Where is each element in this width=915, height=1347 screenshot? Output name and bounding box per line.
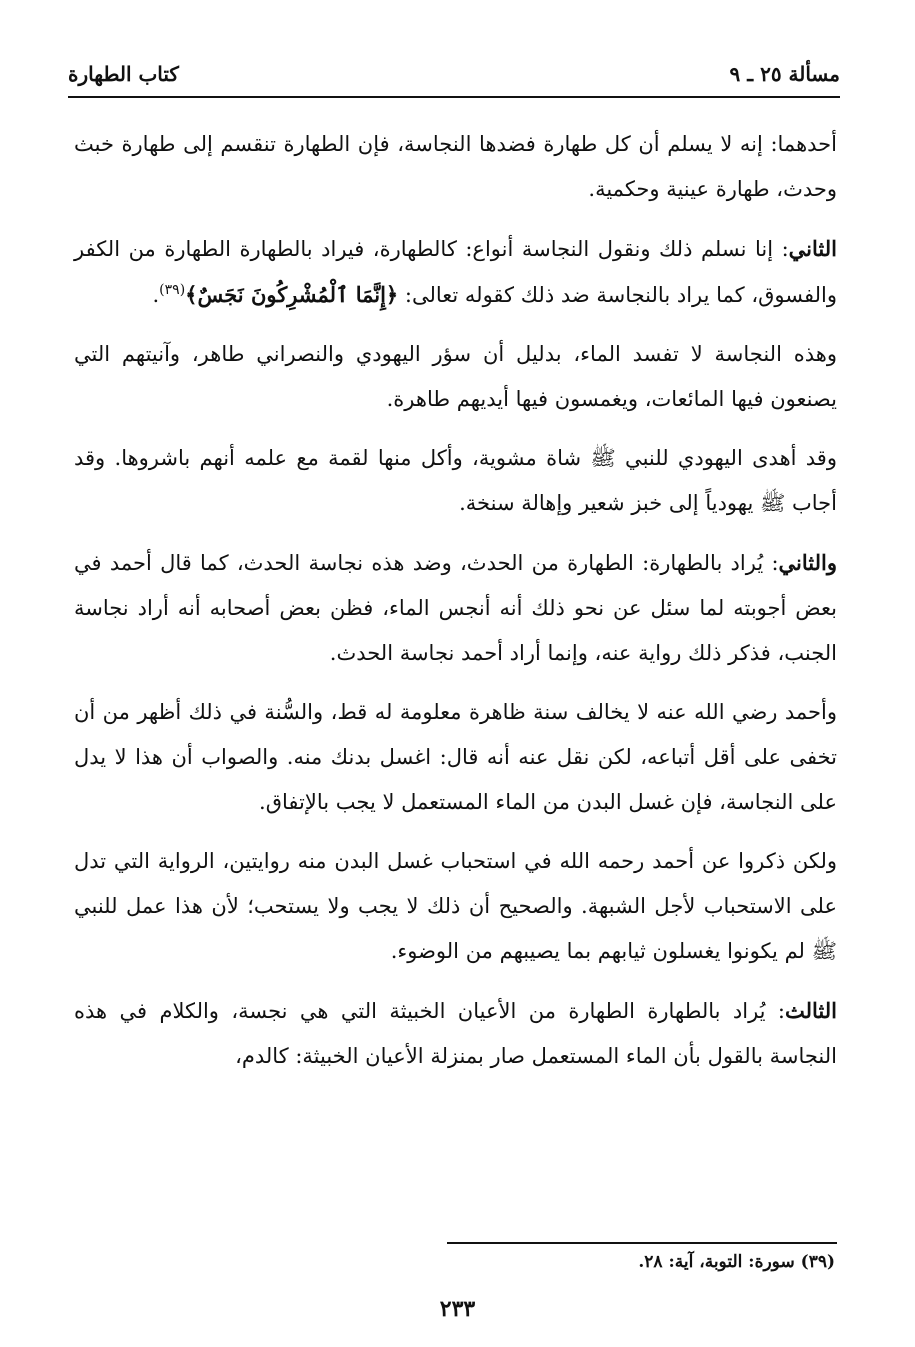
main-text xyxy=(74,122,837,1093)
running-header xyxy=(68,60,840,98)
paragraph-text: وقد أهدى اليهودي للنبي ﷺ شاة مشوية، وأكل منها لقمة مع علمه أنهم باشروها. وقد أجاب ﷺ يهودياً إلى خبز شعير وإهالة سنخة. xyxy=(74,446,837,515)
paragraph-7 xyxy=(74,839,837,974)
footnote: (٣٩) سورة: التوبة، آية: ٢٨. xyxy=(638,1252,835,1272)
quran-verse: ﴿إِنَّمَا ٱلْمُشْرِكُونَ نَجَسٌ﴾ xyxy=(185,282,399,307)
footnote-divider xyxy=(447,1242,837,1244)
header-book-title: كتاب الطهارة xyxy=(68,62,179,86)
paragraph-lead: الثاني xyxy=(788,236,837,261)
paragraph-text: أحدهما: إنه لا يسلم أن كل طهارة فضدها النجاسة، فإن الطهارة تنقسم إلى طهارة خبث وحدث، طهارة عينية وحكمية. xyxy=(74,132,837,201)
paragraph-8 xyxy=(74,988,837,1079)
paragraph-1 xyxy=(74,122,837,212)
paragraph-text: : يُراد بالطهارة الطهارة من الأعيان الخبيثة التي هي نجسة، والكلام في هذه النجاسة بالقول بأن الماء المستعمل صار بمنزلة الأعيان الخبيثة: كالدم، xyxy=(74,999,837,1068)
paragraph-text: ولكن ذكروا عن أحمد رحمه الله في استحباب غسل البدن منه روايتين، الرواية التي تدل على الاستحباب لأجل الشبهة. والصحيح أن ذلك لا يجب ولا يستحب؛ لأن هذا عمل للنبي ﷺ لم يكونوا يغسلون ثيابهم بما يصيبهم من الوضوء. xyxy=(74,849,837,963)
footnote-reference: (٣٩) xyxy=(159,282,186,298)
paragraph-text: وهذه النجاسة لا تفسد الماء، بدليل أن سؤر اليهودي والنصراني طاهر، وآنيتهم التي يصنعون فيها المائعات، ويغمسون فيها أيديهم طاهرة. xyxy=(74,342,837,411)
paragraph-tail: . xyxy=(152,283,160,307)
paragraph-text: : إنا نسلم ذلك ونقول النجاسة أنواع: كالطهارة، فيراد بالطهارة الطهارة من الكفر والفسوق، كما يراد بالنجاسة ضد ذلك كقوله تعالى: xyxy=(74,237,837,307)
paragraph-5 xyxy=(74,540,837,676)
paragraph-lead: والثاني xyxy=(778,550,837,575)
header-issue-number: مسألة ٢٥ ـ ٩ xyxy=(729,62,840,86)
paragraph-4 xyxy=(74,436,837,526)
paragraph-text: وأحمد رضي الله عنه لا يخالف سنة ظاهرة معلومة له قط، والسُّنة في ذلك أظهر من أن تخفى على أقل أتباعه، لكن نقل عنه أنه قال: اغسل بدنك منه. والصواب أن هذا لا يدل على النجاسة، فإن غسل البدن من الماء المستعمل لا يجب بالإتفاق. xyxy=(74,700,837,814)
paragraph-2 xyxy=(74,226,837,318)
paragraph-lead: الثالث xyxy=(785,998,837,1023)
page-number: ٢٣٣ xyxy=(439,1296,476,1322)
paragraph-6 xyxy=(74,690,837,825)
paragraph-text: : يُراد بالطهارة: الطهارة من الحدث، وضد هذه نجاسة الحدث، كما قال أحمد في بعض أجوبته لما سئل عن نحو ذلك أنه أنجس الماء، فظن بعض أصحابه أنه أراد نجاسة الجنب، فذكر ذلك رواية عنه، وإنما أراد أحمد نجاسة الحدث. xyxy=(74,551,837,665)
paragraph-3 xyxy=(74,332,837,422)
